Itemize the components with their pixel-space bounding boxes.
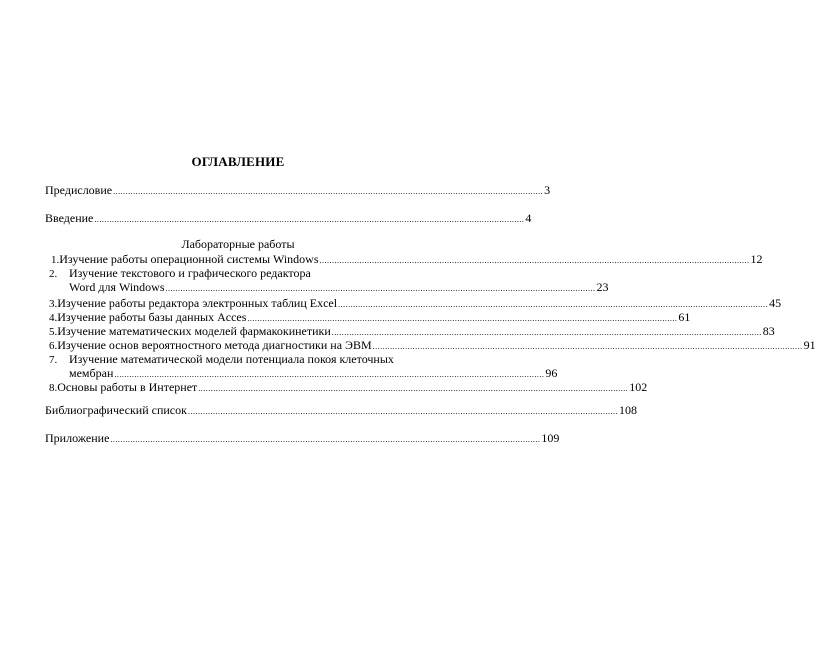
toc-page: 96 <box>545 366 558 380</box>
toc-number: 1. <box>51 254 60 266</box>
leader-dots: ............................................................................................................................................................................ <box>110 435 541 444</box>
toc-entry-lab-2-line1[interactable] <box>49 266 311 281</box>
toc-page: 3 <box>544 183 551 197</box>
toc-number: 2. <box>49 268 58 280</box>
toc-label: Изучение работы редактора электронных таблиц Excel <box>57 296 338 310</box>
toc-entry-bibliography[interactable] <box>45 403 637 419</box>
toc-label: Введение <box>45 211 94 225</box>
toc-entry-lab-8[interactable] <box>49 380 648 396</box>
toc-label: Приложение <box>45 431 110 445</box>
toc-page: 102 <box>629 380 648 394</box>
toc-page: 109 <box>541 431 560 445</box>
leader-dots: ............................................................................................................................................................................ <box>331 328 762 337</box>
leader-dots: ............................................................................................................................................................................ <box>114 370 545 379</box>
toc-label: Изучение математических моделей фармакокинетики <box>57 324 331 338</box>
toc-label: Изучение текстового и графического редактора <box>69 266 311 280</box>
leader-dots: ............................................................................................................................................................................ <box>165 284 596 293</box>
toc-label: мембран <box>69 366 114 380</box>
leader-dots: ............................................................................................................................................................................ <box>319 256 750 265</box>
toc-page: 4 <box>525 211 532 225</box>
leader-dots: ............................................................................................................................................................................ <box>113 187 544 196</box>
toc-label: Изучение работы базы данных Acces <box>57 310 247 324</box>
leader-dots: ............................................................................................................................................................................ <box>187 407 618 416</box>
leader-dots: ............................................................................................................................................................................ <box>338 300 769 309</box>
toc-entry-lab-2[interactable] <box>69 280 609 296</box>
toc-number: 5. <box>49 326 58 338</box>
toc-label: Изучение основ вероятностного метода диагностики на ЭВМ <box>57 338 372 352</box>
toc-number: 7. <box>49 354 58 366</box>
toc-entry-lab-7-line1[interactable] <box>49 352 394 367</box>
toc-page: 45 <box>769 296 782 310</box>
toc-number: 8. <box>49 382 58 394</box>
toc-label: Основы работы в Интернет <box>57 380 198 394</box>
toc-page: 12 <box>750 252 763 266</box>
toc-label: Изучение работы операционной системы Windows <box>59 252 319 266</box>
toc-entry-preface[interactable] <box>45 183 551 199</box>
toc-number: 6. <box>49 340 58 352</box>
leader-dots: ............................................................................................................................................................................ <box>247 314 678 323</box>
toc-label: Предисловие <box>45 183 113 197</box>
toc-label: Изучение математической модели потенциала покоя клеточных <box>69 352 394 366</box>
toc-number: 4. <box>49 312 58 324</box>
leader-dots: ............................................................................................................................................................................ <box>198 384 629 393</box>
toc-label: Word для Windows <box>69 280 165 294</box>
toc-entry-appendix[interactable] <box>45 431 560 447</box>
toc-page: 91 <box>803 338 816 352</box>
toc-entry-introduction[interactable] <box>45 211 532 227</box>
toc-page: 23 <box>596 280 609 294</box>
toc-page: 108 <box>618 403 637 417</box>
toc-label: Библиографический список <box>45 403 187 417</box>
leader-dots: ............................................................................................................................................................................ <box>372 342 803 351</box>
leader-dots: ............................................................................................................................................................................ <box>94 215 525 224</box>
page-title: ОГЛАВЛЕНИЕ <box>191 154 285 169</box>
toc-page: 83 <box>762 324 775 338</box>
toc-number: 3. <box>49 298 58 310</box>
section-title: Лабораторные работы <box>181 237 295 251</box>
toc-page: 61 <box>678 310 691 324</box>
